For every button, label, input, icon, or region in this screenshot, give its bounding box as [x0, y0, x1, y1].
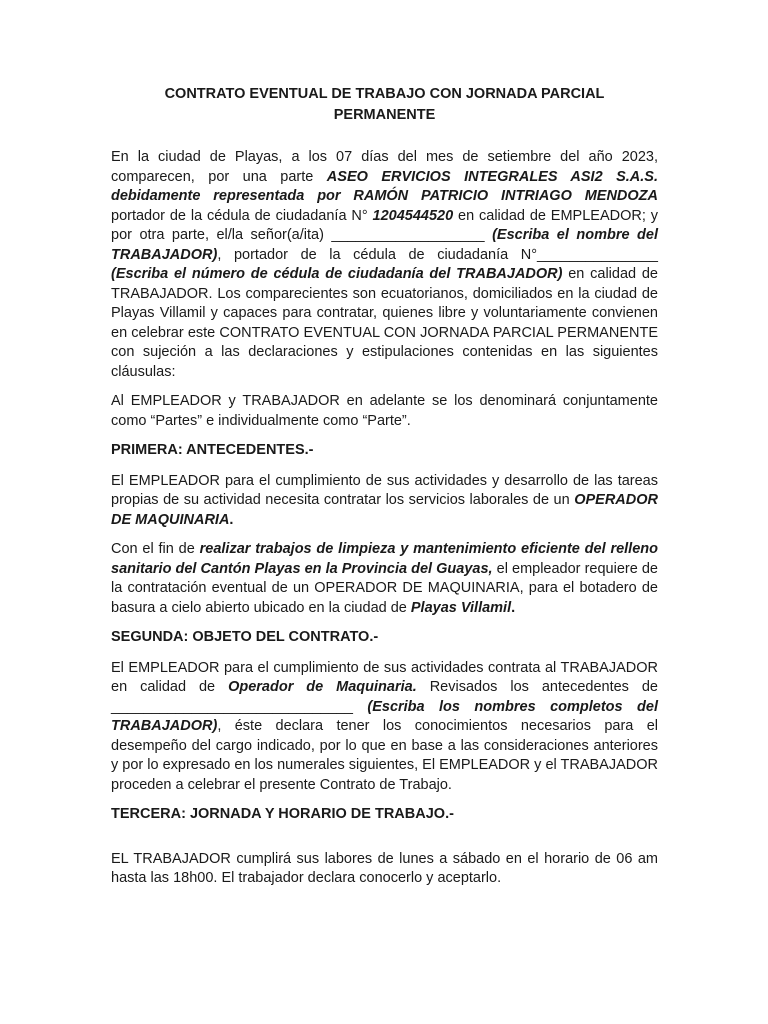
- worker-id-instruction: (Escriba el número de cédula de ciudadanía del TRABAJADOR): [111, 266, 563, 282]
- segunda-text-3: , éste declara tener los conocimientos necesarios para el desempeño del cargo indicado, por lo que en base a las consideraciones anteriores y por lo expresado en los numerales siguientes, El EMPLEADOR y el TRABAJADOR proceden a celebrar el presente Contrato de Trabajo.: [111, 718, 658, 793]
- title-line-1: CONTRATO EVENTUAL DE TRABAJO CON JORNADA PARCIAL: [164, 86, 605, 102]
- primera-paragraph-2: [111, 540, 658, 618]
- employer-id-number: 1204544520: [372, 207, 454, 224]
- intro-text-3: en calidad de EMPLEADOR; y por otra parte, el/la señor(a/ita) ___________________: [111, 207, 658, 243]
- clause-segunda-heading: SEGUNDA: OBJETO DEL CONTRATO.-: [111, 629, 379, 645]
- intro-text-1: En la ciudad de Playas, a los 07 días del mes de setiembre del año 2023, comparecen, por una parte: [111, 149, 658, 185]
- clause-tercera-heading: TERCERA: JORNADA Y HORARIO DE TRABAJO.-: [111, 806, 454, 822]
- segunda-text-2: Revisados los antecedentes de ______________________________: [111, 679, 658, 715]
- intro-paragraph: [111, 148, 658, 382]
- location-emphasis: Playas Villamil: [410, 599, 512, 616]
- primera-p2-text-2: el empleador requiere de la contratación eventual de un OPERADOR DE MAQUINARIA, para el botadero de basura a cielo abierto ubicado en la ciudad de: [111, 560, 658, 616]
- clause-primera-heading: PRIMERA: ANTECEDENTES.-: [111, 442, 314, 458]
- worker-name-instruction: (Escriba el nombre del TRABAJADOR): [111, 227, 658, 263]
- spacer: [111, 836, 658, 850]
- title-line-2: PERMANENTE: [333, 107, 436, 123]
- segunda-paragraph: [111, 659, 658, 796]
- primera-p2-text-3: .: [511, 599, 516, 616]
- employer-name: ASEO ERVICIOS INTEGRALES ASI2 S.A.S. debidamente representada por RAMÓN PATRICIO INTRIAGO MENDOZA: [111, 168, 658, 204]
- primera-text-2: .: [229, 511, 234, 528]
- primera-text-1: El EMPLEADOR para el cumplimiento de sus actividades y desarrollo de las tareas propias de su actividad necesita contratar los servicios laborales de un: [111, 472, 658, 508]
- tercera-paragraph: EL TRABAJADOR cumplirá sus labores de lunes a sábado en el horario de 06 am hasta las 18h00. El trabajador declara conocerlo y aceptarlo.: [111, 850, 658, 886]
- intro-text-4: , portador de la cédula de ciudadanía N°_______________: [217, 246, 658, 263]
- document-title: [111, 84, 658, 126]
- partes-paragraph: Al EMPLEADOR y TRABAJADOR en adelante se los denominará conjuntamente como “Partes” e individualmente como “Parte”.: [111, 393, 658, 429]
- segunda-text-1: El EMPLEADOR para el cumplimiento de sus actividades contrata al TRABAJADOR en calidad de: [111, 659, 658, 695]
- purpose-emphasis: realizar trabajos de limpieza y mantenimiento eficiente del relleno sanitario del Cantón Playas en la Provincia del Guayas,: [111, 541, 658, 577]
- primera-paragraph-1: [111, 472, 658, 531]
- role-emphasis: Operador de Maquinaria.: [228, 679, 417, 695]
- job-title-emphasis: OPERADOR DE MAQUINARIA: [111, 492, 658, 528]
- primera-p2-text-1: Con el fin de: [111, 541, 200, 557]
- intro-text-2: portador de la cédula de ciudadanía N°: [111, 207, 373, 224]
- worker-fullname-instruction: (Escriba los nombres completos del TRABAJADOR): [111, 698, 658, 734]
- intro-text-5: en calidad de TRABAJADOR. Los comparecientes son ecuatorianos, domiciliados en la ciudad de Playas Villamil y capaces para contratar, quienes libre y voluntariamente convienen en celebrar este CONTRATO EVENTUAL CON JORNADA PARCIAL PERMANENTE con sujeción a las declaraciones y estipulaciones contenidas en las siguientes cláusulas:: [111, 266, 658, 380]
